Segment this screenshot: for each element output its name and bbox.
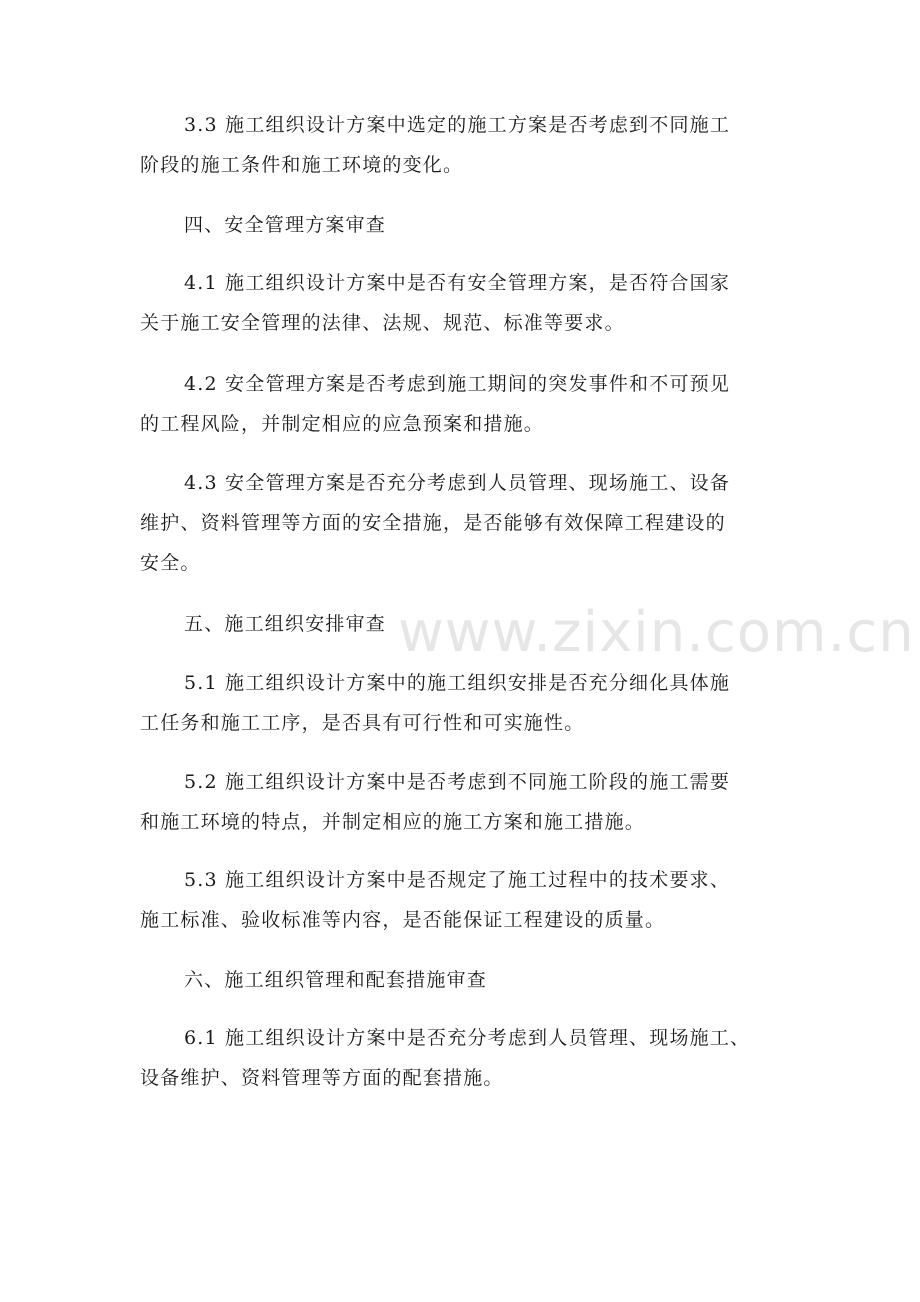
watermark: www.zixin.com.cn [398, 600, 915, 665]
paragraph-6-1 [140, 1018, 780, 1098]
paragraph-line: 工任务和施工工序，是否具有可行性和可实施性。 [140, 712, 585, 734]
paragraph-line: 4.3 安全管理方案是否充分考虑到人员管理、现场施工、设备 [184, 472, 731, 494]
paragraph-4-3 [140, 463, 780, 583]
paragraph-5-2 [140, 762, 780, 842]
section-heading: 四、安全管理方案审查 [184, 214, 387, 236]
paragraph-line: 3.3 施工组织设计方案中选定的施工方案是否考虑到不同施工 [184, 114, 731, 136]
paragraph-line: 维护、资料管理等方面的安全措施，是否能够有效保障工程建设的 [140, 512, 726, 534]
paragraph-line: 5.2 施工组织设计方案中是否考虑到不同施工阶段的施工需要 [184, 771, 731, 793]
paragraph-line: 设备维护、资料管理等方面的配套措施。 [140, 1067, 504, 1089]
section-heading-6 [140, 960, 780, 1000]
section-heading: 五、施工组织安排审查 [184, 613, 387, 635]
paragraph-line: 关于施工安全管理的法律、法规、规范、标准等要求。 [140, 312, 625, 334]
paragraph-line: 4.1 施工组织设计方案中是否有安全管理方案，是否符合国家 [184, 272, 731, 294]
paragraph-4-1 [140, 263, 780, 343]
section-heading-5 [140, 604, 780, 644]
paragraph-line: 和施工环境的特点，并制定相应的施工方案和施工措施。 [140, 811, 646, 833]
paragraph-4-2 [140, 364, 780, 444]
paragraph-line: 5.1 施工组织设计方案中的施工组织安排是否充分细化具体施 [184, 672, 731, 694]
section-heading: 六、施工组织管理和配套措施审查 [184, 969, 488, 991]
paragraph-line: 4.2 安全管理方案是否考虑到施工期间的突发事件和不可预见 [184, 373, 731, 395]
paragraph-5-1 [140, 663, 780, 743]
paragraph-line: 6.1 施工组织设计方案中是否充分考虑到人员管理、现场施工、 [184, 1027, 751, 1049]
paragraph-line: 施工标准、验收标准等内容，是否能保证工程建设的质量。 [140, 909, 666, 931]
section-heading-4 [140, 205, 780, 245]
paragraph-line: 的工程风险，并制定相应的应急预案和措施。 [140, 413, 545, 435]
paragraph-line: 阶段的施工条件和施工环境的变化。 [140, 154, 464, 176]
paragraph-line: 安全。 [140, 552, 201, 574]
paragraph-3-3 [140, 105, 780, 185]
paragraph-line: 5.3 施工组织设计方案中是否规定了施工过程中的技术要求、 [184, 869, 731, 891]
paragraph-5-3 [140, 860, 780, 940]
